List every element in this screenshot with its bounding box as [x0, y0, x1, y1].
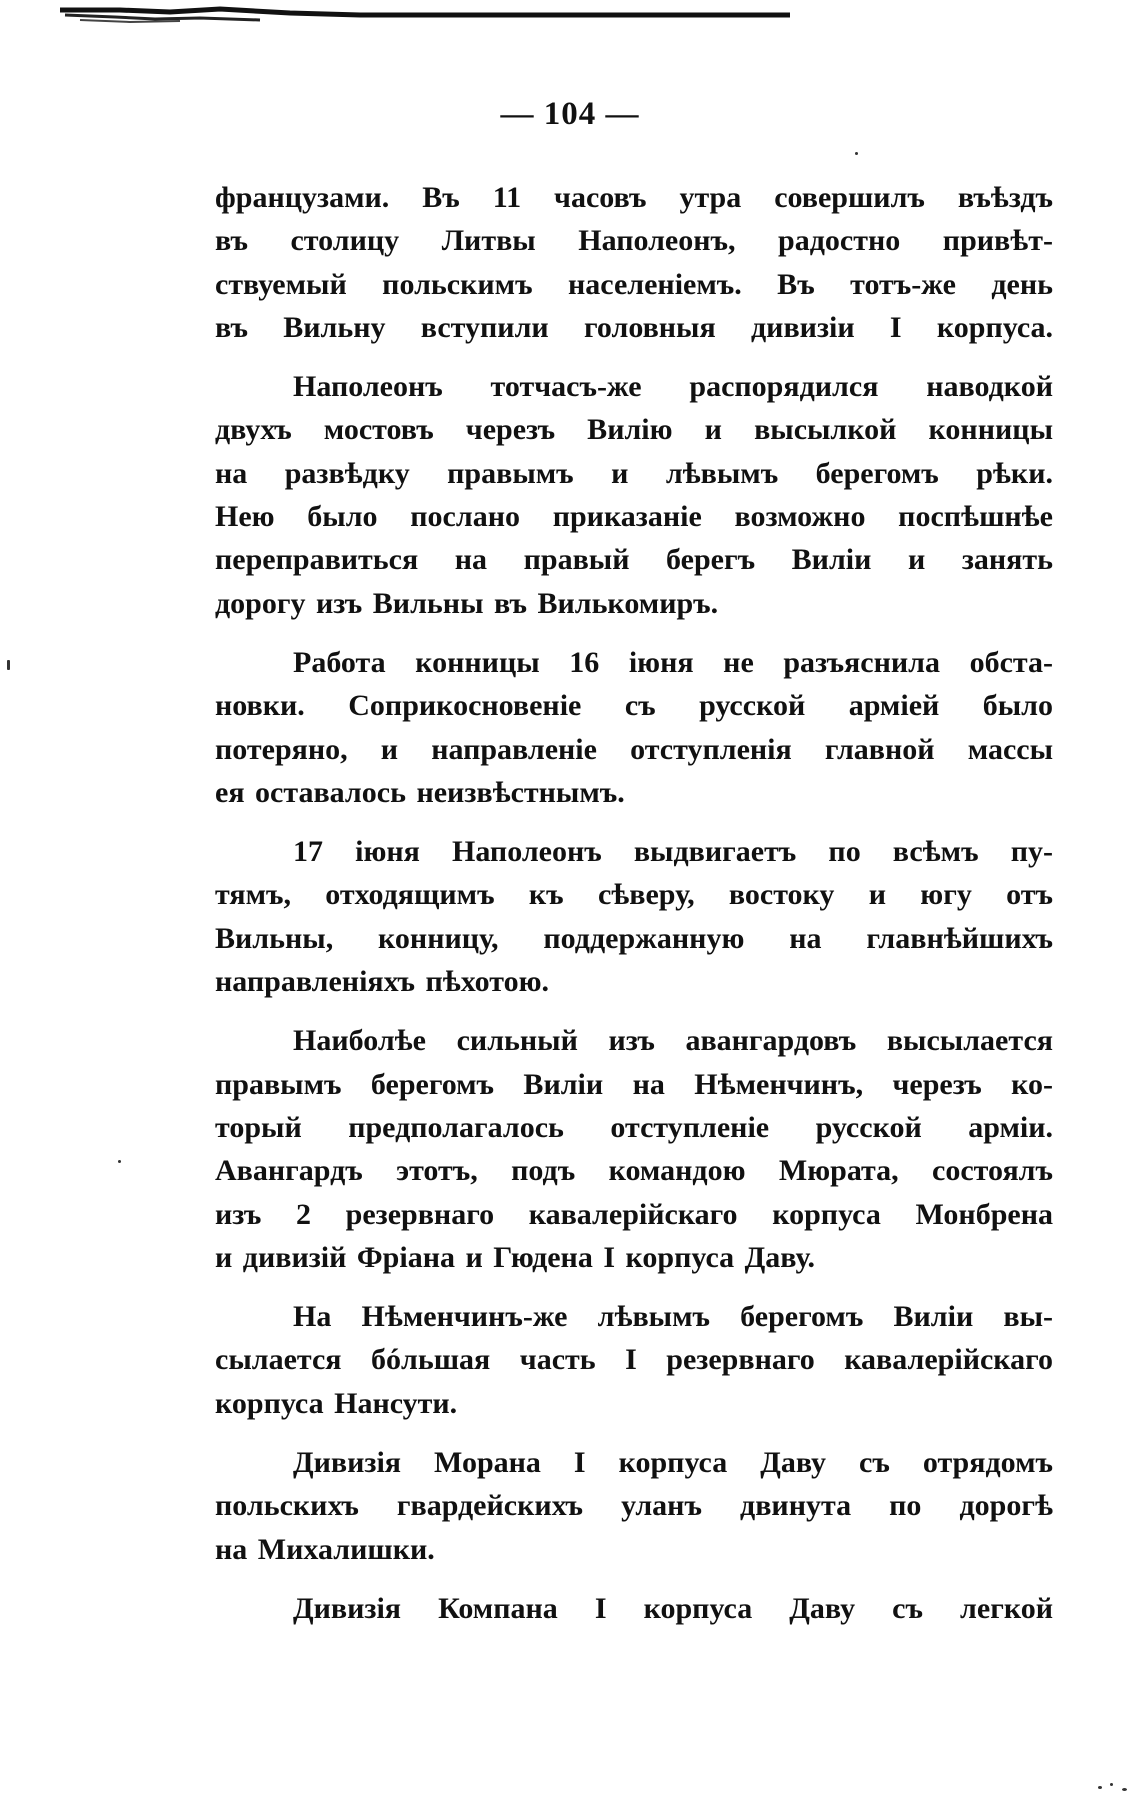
text-line: торый предполагалось отступленіе русской арміи. [215, 1110, 1053, 1144]
text-line: направленіяхъ пѣхотою. [215, 965, 550, 999]
text-line: Работа конницы 16 іюня не разъяснила обста- [293, 645, 1053, 679]
text-line: потеряно, и направленіе отступленія главной массы [215, 732, 1053, 766]
text-line: ея оставалось неизвѣстнымъ. [215, 775, 625, 809]
paragraph-2 [215, 365, 1053, 625]
paragraph-4 [215, 830, 1053, 1003]
scan-speck [855, 152, 858, 155]
text-line: Нею было послано приказаніе возможно поспѣшнѣе [215, 500, 1053, 534]
text-line: въ столицу Литвы Наполеонъ, радостно привѣт- [215, 224, 1053, 258]
text-line: Вильны, конницу, поддержанную на главнѣйшихъ [215, 921, 1053, 955]
text-line: на Михалишки. [215, 1532, 435, 1566]
text-line: На Нѣменчинъ-же лѣвымъ берегомъ Виліи вы- [293, 1300, 1053, 1334]
paragraph-7 [215, 1441, 1053, 1571]
paragraph-1 [215, 176, 1053, 349]
text-line: правымъ берегомъ Виліи на Нѣменчинъ, черезъ ко- [215, 1067, 1053, 1101]
text-line: дорогу изъ Вильны въ Вилькомиръ. [215, 586, 719, 620]
paragraph-5 [215, 1019, 1053, 1279]
text-line: въ Вильну вступили головныя дивизіи I корпуса. [215, 310, 1053, 344]
text-line: сылается бóльшая часть I резервнаго кавалерійскаго [215, 1343, 1053, 1377]
page-number: — 104 — [500, 96, 640, 132]
text-line: польскихъ гвардейскихъ уланъ двинута по дорогѣ [215, 1489, 1053, 1523]
scan-speck [7, 660, 10, 670]
text-line: корпуса Нансути. [215, 1386, 458, 1420]
text-line: переправиться на правый берегъ Виліи и занять [215, 543, 1053, 577]
text-line: Наиболѣе сильный изъ авангардовъ высылается [293, 1024, 1053, 1058]
text-line: Дивизія Морана I корпуса Даву съ отрядомъ [293, 1446, 1053, 1480]
text-line: ствуемый польскимъ населеніемъ. Въ тотъ-же день [215, 267, 1053, 301]
text-line: Наполеонъ тотчасъ-же распорядился наводкой [293, 370, 1053, 404]
text-line: двухъ мостовъ черезъ Вилію и высылкой конницы [215, 413, 1053, 447]
text-line: изъ 2 резервнаго кавалерійскаго корпуса Монбрена [215, 1197, 1053, 1231]
text-line: Авангардъ этотъ, подъ командою Мюрата, состоялъ [215, 1154, 1053, 1188]
text-line: Дивизія Компана I корпуса Даву съ легкой [293, 1591, 1053, 1625]
text-line: 17 іюня Наполеонъ выдвигаетъ по всѣмъ пу- [293, 835, 1053, 869]
scan-speck [1098, 1786, 1102, 1789]
text-line: французами. Въ 11 часовъ утра совершилъ въѣздъ [215, 181, 1053, 214]
text-line: на развѣдку правымъ и лѣвымъ берегомъ рѣки. [215, 456, 1053, 490]
text-line: новки. Соприкосновеніе съ русской арміей было [215, 689, 1053, 723]
text-line: и дивизій Фріана и Гюдена I корпуса Даву. [215, 1240, 815, 1274]
paragraph-3 [215, 641, 1053, 814]
top-rule [60, 6, 790, 28]
scan-speck [1122, 1788, 1127, 1791]
text-line: тямъ, отходящимъ къ сѣверу, востоку и югу отъ [215, 878, 1053, 912]
page-body [215, 176, 1053, 1646]
scan-speck [118, 1160, 121, 1163]
paragraph-8 [215, 1587, 1053, 1630]
paragraph-6 [215, 1295, 1053, 1425]
scan-speck [1110, 1783, 1113, 1786]
